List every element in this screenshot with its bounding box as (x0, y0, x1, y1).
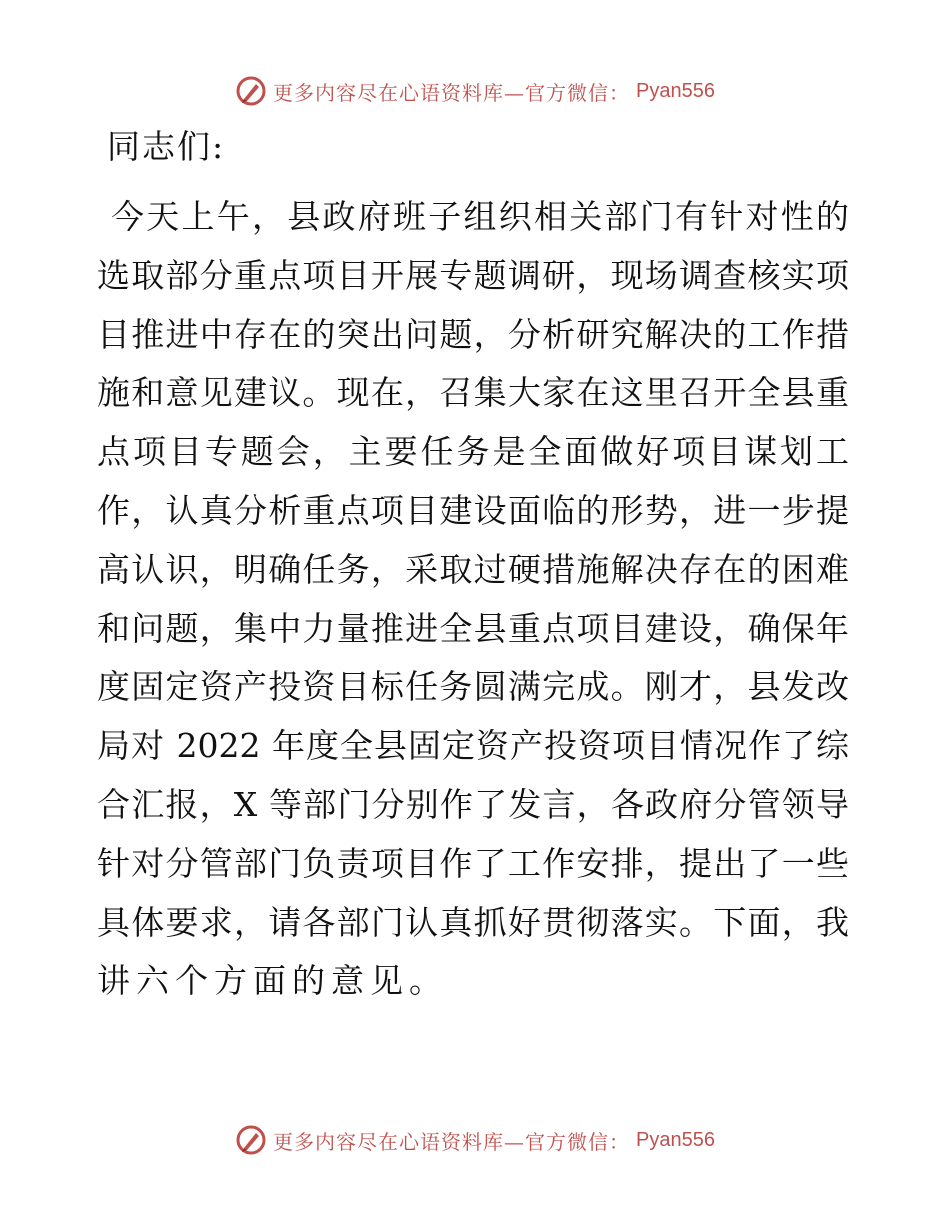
header-watermark (0, 71, 950, 111)
salutation: 同志们: (107, 127, 226, 166)
paragraph-line: 施和意见建议。现在，召集大家在这里召开全县重 (97, 373, 849, 413)
paragraph-line: 针对分管部门负责项目作了工作安排，提出了一些 (97, 843, 849, 883)
watermark-text: 更多内容尽在心语资料库—官方微信： (273, 80, 631, 105)
paragraph-line: 选取部分重点项目开展专题调研，现场调查核实项 (97, 255, 849, 295)
document-body (97, 120, 849, 1011)
paragraph-line: 和问题，集中力量推进全县重点项目建设，确保年 (97, 608, 849, 648)
paragraph-line: 作，认真分析重点项目建设面临的形势，进一步提 (97, 490, 849, 530)
paragraph-line: 点项目专题会，主要任务是全面做好项目谋划工 (97, 432, 849, 472)
paragraph (97, 188, 849, 1011)
pen-circle-logo-icon (235, 75, 267, 107)
watermark-wechat-id: Pyan556 (636, 1128, 715, 1151)
watermark-text: 更多内容尽在心语资料库—官方微信： (273, 1129, 631, 1154)
footer-watermark (0, 1120, 950, 1160)
watermark-wechat-id: Pyan556 (636, 79, 715, 102)
paragraph-line: 讲六个方面的意见。 (97, 961, 448, 1001)
paragraph-line: 度固定资产投资目标任务圆满完成。刚才，县发改 (97, 667, 849, 707)
paragraph-line: 具体要求，请各部门认真抓好贯彻落实。下面，我 (97, 902, 849, 942)
pen-circle-logo-icon (235, 1124, 267, 1156)
paragraph-line: 高认识，明确任务，采取过硬措施解决存在的困难 (97, 549, 849, 589)
paragraph-line: 目推进中存在的突出问题，分析研究解决的工作措 (97, 314, 849, 354)
paragraph-line: 合汇报，X 等部门分别作了发言，各政府分管领导 (97, 784, 849, 824)
paragraph-line: 今天上午，县政府班子组织相关部门有针对性的 (111, 197, 849, 236)
paragraph-line: 局对 2022 年度全县固定资产投资项目情况作了综 (97, 726, 849, 766)
